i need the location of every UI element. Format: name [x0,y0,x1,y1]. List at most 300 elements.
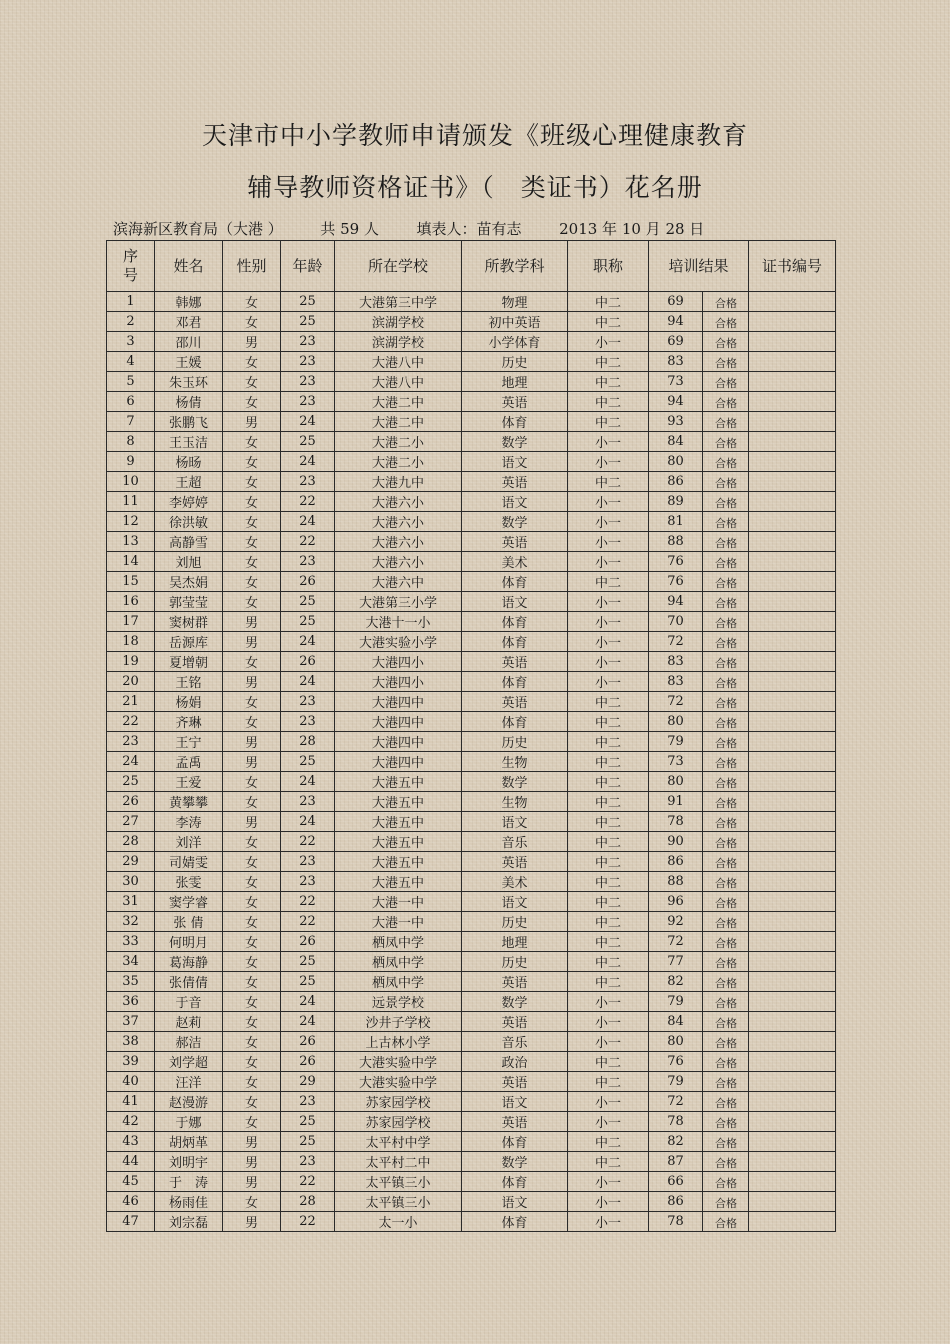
cell-pass: 合格 [703,712,749,732]
cell-pass: 合格 [703,1192,749,1212]
cell-seq: 37 [107,1012,155,1032]
cell-pass: 合格 [703,372,749,392]
cell-seq: 31 [107,892,155,912]
cell-school: 大港四中 [335,692,462,712]
cell-subject: 英语 [462,392,568,412]
cell-pass: 合格 [703,432,749,452]
cell-subject: 体育 [462,672,568,692]
cell-school: 大港二中 [335,412,462,432]
cell-seq: 44 [107,1152,155,1172]
cell-school: 大港二小 [335,432,462,452]
cell-age: 29 [281,1072,335,1092]
cell-age: 25 [281,292,335,312]
cell-title: 中二 [568,952,649,972]
cell-name: 邓君 [155,312,223,332]
cell-age: 25 [281,752,335,772]
table-row [107,512,836,532]
cell-subject: 地理 [462,372,568,392]
cell-pass: 合格 [703,532,749,552]
cell-age: 24 [281,772,335,792]
table-row [107,772,836,792]
table-row [107,1212,836,1232]
cell-gender: 女 [223,992,281,1012]
cell-name: 高静雪 [155,532,223,552]
cell-cert [749,332,836,352]
cell-gender: 女 [223,652,281,672]
cell-seq: 1 [107,292,155,312]
cell-gender: 男 [223,1172,281,1192]
cell-pass: 合格 [703,1152,749,1172]
cell-gender: 男 [223,1212,281,1232]
cell-subject: 语文 [462,492,568,512]
cell-pass: 合格 [703,732,749,752]
cell-gender: 女 [223,552,281,572]
cell-age: 24 [281,992,335,1012]
cell-school: 大港一中 [335,892,462,912]
cell-seq: 47 [107,1212,155,1232]
organization: 滨海新区教育局（大港 ） [113,220,283,238]
cell-age: 28 [281,732,335,752]
cell-title: 小一 [568,992,649,1012]
cell-gender: 女 [223,372,281,392]
cell-pass: 合格 [703,452,749,472]
cell-pass: 合格 [703,412,749,432]
cell-title: 小一 [568,1212,649,1232]
cell-seq: 43 [107,1132,155,1152]
form-info-line [113,218,704,239]
header-gender: 性别 [223,241,281,292]
table-row [107,312,836,332]
cell-gender: 女 [223,792,281,812]
cell-subject: 音乐 [462,1032,568,1052]
cell-score: 79 [649,732,703,752]
cell-seq: 35 [107,972,155,992]
cell-title: 中二 [568,352,649,372]
cell-school: 大港二中 [335,392,462,412]
cell-score: 94 [649,392,703,412]
cell-seq: 28 [107,832,155,852]
cell-cert [749,612,836,632]
table-row [107,1152,836,1172]
cell-name: 窦树群 [155,612,223,632]
cell-age: 25 [281,612,335,632]
table-row [107,492,836,512]
cell-pass: 合格 [703,952,749,972]
cell-gender: 女 [223,952,281,972]
cell-title: 中二 [568,1052,649,1072]
cell-title: 中二 [568,1072,649,1092]
cell-pass: 合格 [703,692,749,712]
cell-age: 22 [281,532,335,552]
cell-title: 小一 [568,492,649,512]
cell-subject: 音乐 [462,832,568,852]
cell-pass: 合格 [703,1112,749,1132]
cell-age: 26 [281,652,335,672]
table-row [107,592,836,612]
cell-name: 齐琳 [155,712,223,732]
cell-name: 邵川 [155,332,223,352]
cell-age: 28 [281,1192,335,1212]
cell-title: 中二 [568,292,649,312]
cell-cert [749,1072,836,1092]
cell-age: 23 [281,372,335,392]
cell-name: 刘洋 [155,832,223,852]
cell-score: 70 [649,612,703,632]
cell-pass: 合格 [703,912,749,932]
cell-age: 23 [281,552,335,572]
cell-gender: 女 [223,452,281,472]
cell-score: 92 [649,912,703,932]
cell-seq: 9 [107,452,155,472]
cell-score: 76 [649,552,703,572]
table-row [107,632,836,652]
cell-age: 25 [281,1112,335,1132]
cell-cert [749,832,836,852]
cell-pass: 合格 [703,892,749,912]
cell-pass: 合格 [703,552,749,572]
cell-name: 王宁 [155,732,223,752]
table-row [107,612,836,632]
cell-gender: 女 [223,492,281,512]
cell-age: 23 [281,352,335,372]
cell-school: 大港九中 [335,472,462,492]
cell-pass: 合格 [703,332,749,352]
cell-title: 中二 [568,372,649,392]
cell-title: 中二 [568,892,649,912]
cell-title: 小一 [568,432,649,452]
table-row [107,892,836,912]
cell-seq: 36 [107,992,155,1012]
table-row [107,732,836,752]
cell-age: 23 [281,712,335,732]
cell-school: 大港十一小 [335,612,462,632]
cell-score: 80 [649,1032,703,1052]
cell-pass: 合格 [703,1092,749,1112]
cell-cert [749,312,836,332]
cell-score: 82 [649,972,703,992]
cell-score: 84 [649,432,703,452]
cell-school: 大港六小 [335,492,462,512]
cell-cert [749,692,836,712]
cell-seq: 45 [107,1172,155,1192]
cell-seq: 18 [107,632,155,652]
cell-school: 大港五中 [335,772,462,792]
cell-seq: 30 [107,872,155,892]
cell-score: 72 [649,692,703,712]
table-row [107,452,836,472]
cell-title: 小一 [568,1112,649,1132]
table-row [107,292,836,312]
cell-gender: 女 [223,292,281,312]
cell-title: 中二 [568,912,649,932]
cell-school: 大港一中 [335,912,462,932]
cell-school: 沙井子学校 [335,1012,462,1032]
table-row [107,712,836,732]
cell-name: 郝洁 [155,1032,223,1052]
cell-title: 中二 [568,752,649,772]
cell-gender: 女 [223,472,281,492]
cell-pass: 合格 [703,972,749,992]
cell-seq: 19 [107,652,155,672]
cell-name: 汪洋 [155,1072,223,1092]
cell-school: 大港实验中学 [335,1072,462,1092]
cell-gender: 男 [223,812,281,832]
cell-gender: 女 [223,892,281,912]
filled-by: 填表人：苗有志 [416,220,522,238]
cell-title: 中二 [568,932,649,952]
cell-seq: 13 [107,532,155,552]
roster-table [106,240,836,1232]
cell-seq: 21 [107,692,155,712]
cell-title: 中二 [568,1152,649,1172]
cell-gender: 女 [223,1192,281,1212]
cell-name: 王铭 [155,672,223,692]
cell-cert [749,472,836,492]
table-row [107,952,836,972]
cell-subject: 语文 [462,592,568,612]
cell-subject: 初中英语 [462,312,568,332]
cell-title: 小一 [568,332,649,352]
table-row [107,372,836,392]
cell-name: 韩娜 [155,292,223,312]
cell-cert [749,1012,836,1032]
cell-title: 中二 [568,392,649,412]
cell-title: 小一 [568,1012,649,1032]
cell-name: 张鹏飞 [155,412,223,432]
table-row [107,992,836,1012]
cell-title: 小一 [568,512,649,532]
cell-pass: 合格 [703,672,749,692]
cell-age: 24 [281,512,335,532]
cell-name: 孟禹 [155,752,223,772]
cell-cert [749,752,836,772]
cell-school: 大港六小 [335,512,462,532]
cell-gender: 女 [223,712,281,732]
cell-cert [749,892,836,912]
cell-subject: 数学 [462,992,568,1012]
cell-name: 杨倩 [155,392,223,412]
cell-subject: 体育 [462,612,568,632]
cell-school: 太平镇三小 [335,1192,462,1212]
cell-school: 大港四中 [335,712,462,732]
cell-subject: 物理 [462,292,568,312]
cell-pass: 合格 [703,472,749,492]
cell-age: 26 [281,932,335,952]
cell-seq: 40 [107,1072,155,1092]
cell-seq: 20 [107,672,155,692]
cell-name: 李婷婷 [155,492,223,512]
cell-score: 83 [649,352,703,372]
table-row [107,1012,836,1032]
cell-name: 窦学睿 [155,892,223,912]
cell-title: 小一 [568,1172,649,1192]
cell-age: 24 [281,1012,335,1032]
cell-gender: 男 [223,1132,281,1152]
header-title: 职称 [568,241,649,292]
cell-score: 90 [649,832,703,852]
cell-score: 80 [649,772,703,792]
cell-cert [749,1192,836,1212]
cell-pass: 合格 [703,792,749,812]
cell-age: 23 [281,792,335,812]
table-row [107,432,836,452]
cell-seq: 34 [107,952,155,972]
cell-name: 夏增朝 [155,652,223,672]
total-count: 共 59 人 [320,220,379,238]
cell-age: 23 [281,392,335,412]
table-row [107,1132,836,1152]
table-row [107,932,836,952]
cell-subject: 英语 [462,472,568,492]
cell-seq: 14 [107,552,155,572]
cell-pass: 合格 [703,1052,749,1072]
cell-pass: 合格 [703,1072,749,1092]
cell-cert [749,392,836,412]
table-row [107,792,836,812]
cell-seq: 5 [107,372,155,392]
cell-title: 中二 [568,852,649,872]
cell-score: 79 [649,992,703,1012]
cell-score: 88 [649,872,703,892]
cell-title: 中二 [568,792,649,812]
cell-subject: 体育 [462,712,568,732]
cell-cert [749,1052,836,1072]
cell-seq: 17 [107,612,155,632]
cell-name: 于娜 [155,1112,223,1132]
cell-cert [749,532,836,552]
cell-school: 大港二小 [335,452,462,472]
cell-score: 78 [649,812,703,832]
table-row [107,652,836,672]
table-row [107,412,836,432]
cell-gender: 女 [223,832,281,852]
cell-school: 大港第三中学 [335,292,462,312]
cell-seq: 25 [107,772,155,792]
cell-gender: 女 [223,1072,281,1092]
cell-score: 96 [649,892,703,912]
header-cert: 证书编号 [749,241,836,292]
cell-age: 23 [281,852,335,872]
cell-school: 大港八中 [335,372,462,392]
cell-title: 中二 [568,712,649,732]
cell-subject: 数学 [462,772,568,792]
cell-name: 郭莹莹 [155,592,223,612]
cell-school: 大港四中 [335,752,462,772]
cell-score: 66 [649,1172,703,1192]
cell-name: 张倩倩 [155,972,223,992]
cell-cert [749,932,836,952]
cell-age: 25 [281,952,335,972]
cell-school: 大港六中 [335,572,462,592]
cell-age: 25 [281,972,335,992]
cell-subject: 语文 [462,892,568,912]
cell-school: 太平村中学 [335,1132,462,1152]
cell-gender: 女 [223,312,281,332]
cell-pass: 合格 [703,512,749,532]
cell-cert [749,632,836,652]
cell-age: 22 [281,1172,335,1192]
cell-school: 苏家园学校 [335,1112,462,1132]
cell-seq: 23 [107,732,155,752]
header-seq: 序号 [107,241,155,292]
cell-cert [749,1152,836,1172]
cell-school: 栖凤中学 [335,972,462,992]
table-header-row [107,241,836,292]
cell-school: 栖凤中学 [335,932,462,952]
cell-school: 大港六小 [335,532,462,552]
cell-score: 82 [649,1132,703,1152]
form-date: 2013 年 10 月 28 日 [559,220,705,238]
cell-title: 中二 [568,692,649,712]
cell-school: 远景学校 [335,992,462,1012]
cell-school: 苏家园学校 [335,1092,462,1112]
cell-score: 76 [649,1052,703,1072]
cell-cert [749,772,836,792]
cell-pass: 合格 [703,652,749,672]
cell-gender: 女 [223,1032,281,1052]
table-row [107,352,836,372]
cell-subject: 语文 [462,812,568,832]
cell-pass: 合格 [703,772,749,792]
cell-pass: 合格 [703,932,749,952]
cell-seq: 16 [107,592,155,612]
cell-age: 24 [281,452,335,472]
cell-seq: 27 [107,812,155,832]
cell-school: 太平村二中 [335,1152,462,1172]
cell-cert [749,1212,836,1232]
cell-pass: 合格 [703,752,749,772]
cell-cert [749,1112,836,1132]
cell-cert [749,652,836,672]
cell-score: 77 [649,952,703,972]
cell-seq: 10 [107,472,155,492]
cell-pass: 合格 [703,1012,749,1032]
cell-pass: 合格 [703,612,749,632]
cell-subject: 英语 [462,1112,568,1132]
table-row [107,572,836,592]
cell-score: 73 [649,372,703,392]
cell-subject: 体育 [462,412,568,432]
cell-pass: 合格 [703,292,749,312]
cell-gender: 女 [223,932,281,952]
cell-age: 25 [281,432,335,452]
cell-age: 23 [281,332,335,352]
cell-school: 大港八中 [335,352,462,372]
cell-seq: 26 [107,792,155,812]
cell-school: 大港四小 [335,672,462,692]
cell-school: 滨湖学校 [335,312,462,332]
cell-seq: 7 [107,412,155,432]
table-row [107,552,836,572]
cell-school: 大港五中 [335,872,462,892]
cell-pass: 合格 [703,1032,749,1052]
table-row [107,972,836,992]
cell-seq: 46 [107,1192,155,1212]
cell-title: 小一 [568,552,649,572]
cell-subject: 英语 [462,1072,568,1092]
cell-name: 王玉洁 [155,432,223,452]
cell-pass: 合格 [703,992,749,1012]
table-row [107,332,836,352]
cell-name: 何明月 [155,932,223,952]
cell-subject: 历史 [462,352,568,372]
cell-school: 大港实验中学 [335,1052,462,1072]
cell-seq: 4 [107,352,155,372]
cell-pass: 合格 [703,872,749,892]
cell-score: 86 [649,852,703,872]
cell-seq: 2 [107,312,155,332]
cell-name: 赵莉 [155,1012,223,1032]
